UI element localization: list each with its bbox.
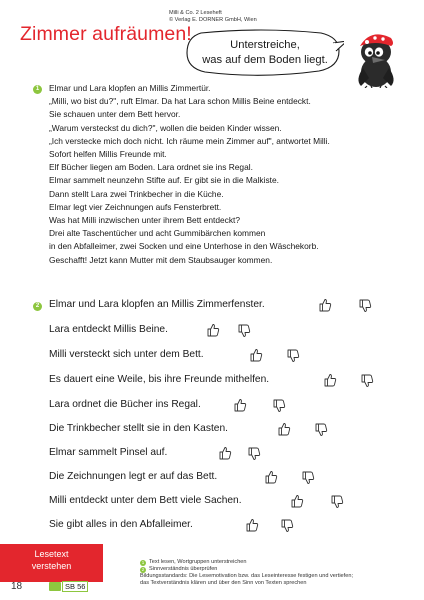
statement: Milli entdeckt unter dem Bett viele Sachen. [49,495,242,506]
copyright: © Verlag E. DORNER GmbH, Wien [169,17,257,23]
thumbs-down-icon[interactable] [360,373,374,389]
thumbs-up-icon[interactable] [264,469,278,485]
legend-number: 2 [141,566,145,572]
thumbs-up-icon[interactable] [245,517,259,533]
legend-text: Text lesen, Wortgruppen unterstreichen [149,559,247,565]
reading-line: Elf Bücher liegen am Boden. Lara ordnet sie ins Regal. [49,162,253,173]
thumbs-down-icon[interactable] [237,323,251,339]
thumbs-down-icon[interactable] [301,470,315,486]
thumbs-up-icon[interactable] [249,347,263,363]
thumbs-down-icon[interactable] [280,518,294,534]
reading-line: in den Abfalleimer, zwei Socken und eine Unterhose in den Wäschekorb. [49,241,319,252]
legend-number: 1 [141,559,145,565]
reading-line: Sie schauen unter dem Bett hervor. [49,109,181,120]
thumbs-up-icon[interactable] [233,397,247,413]
standards-line-2: das Textverständnis klären und über den Sinn von Texten sprechen [140,580,307,586]
sb-badge [49,582,61,591]
reading-line: „Milli, wo bist du?", ruft Elmar. Da hat Lara schon Millis Beine entdeckt. [49,96,311,107]
statement: Elmar und Lara klopfen an Millis Zimmerfenster. [49,299,265,310]
statement: Lara entdeckt Millis Beine. [49,324,168,335]
thumbs-up-icon[interactable] [206,322,220,338]
reading-line: „Warum versteckst du dich?", wollen die beiden Kinder wissen. [49,122,282,133]
reading-line: Geschafft! Jetzt kann Mutter mit dem Staubsauger kommen. [49,254,273,265]
thumbs-up-icon[interactable] [218,445,232,461]
statement: Es dauert eine Weile, bis ihre Freunde mithelfen. [49,374,270,385]
thumbs-up-icon[interactable] [323,372,337,388]
thumbs-up-icon[interactable] [277,421,291,437]
bubble-line-2: was auf dem Boden liegt. [202,53,328,66]
statement: Elmar sammelt Pinsel auf. [49,447,168,458]
statement: Die Trinkbecher stellt sie in den Kasten. [49,423,228,434]
reading-line: Elmar legt vier Zeichnungen aufs Fensterbrett. [49,201,222,212]
thumbs-up-icon[interactable] [318,297,332,313]
task-1-badge: 1 [33,85,42,94]
reading-line: Elmar sammelt neunzehn Stifte auf. Er gibt sie in die Malkiste. [49,175,279,186]
thumbs-down-icon[interactable] [330,494,344,510]
thumbs-up-icon[interactable] [290,493,304,509]
thumbs-down-icon[interactable] [247,446,261,462]
task-2-badge: 2 [33,302,42,311]
book-title: Milli & Co. 2 Leseheft [169,10,222,16]
statement: Sie gibt alles in den Abfalleimer. [49,519,193,530]
thumbs-down-icon[interactable] [314,422,328,438]
standards-line-1: Bildungsstandards: Die Lesemotivation bzw. das Leseinteresse festigen und vertiefen; [140,573,353,579]
footer-legend [140,559,420,587]
statement: Milli versteckt sich unter dem Bett. [49,349,204,360]
thumbs-down-icon[interactable] [272,398,286,414]
section-tab-line-2: verstehen [31,561,72,571]
reading-line: Drei alte Taschentücher und acht Gummibärchen kommen [49,228,266,239]
thumbs-down-icon[interactable] [286,348,300,364]
section-tab-line-1: Lesetext [34,549,69,559]
statement: Lara ordnet die Bücher ins Regal. [49,399,201,410]
reading-line: Was hat Milli inzwischen unter ihrem Bett entdeckt? [49,215,240,226]
legend-item [140,559,420,566]
reading-line: Sofort helfen Millis Freunde mit. [49,149,167,160]
statement: Die Zeichnungen legt er auf das Bett. [49,471,218,482]
reading-line: Elmar und Lara klopfen an Millis Zimmertür. [49,83,211,93]
page-number: 18 [11,581,23,592]
sb-reference: SB 56 [62,581,88,592]
thumbs-down-icon[interactable] [358,298,372,314]
reading-line: Dann stellt Lara zwei Trinkbecher in die Küche. [49,188,224,199]
legend-item [140,566,420,573]
reading-line: „Ich verstecke mich doch nicht. Ich räume mein Zimmer auf", antwortet Milli. [49,135,330,146]
legend-text: Sinnverständnis überprüfen [149,566,218,572]
bubble-line-1: Unterstreiche, [230,39,300,51]
section-tab [0,544,103,582]
page-title: Zimmer aufräumen! [20,23,192,45]
